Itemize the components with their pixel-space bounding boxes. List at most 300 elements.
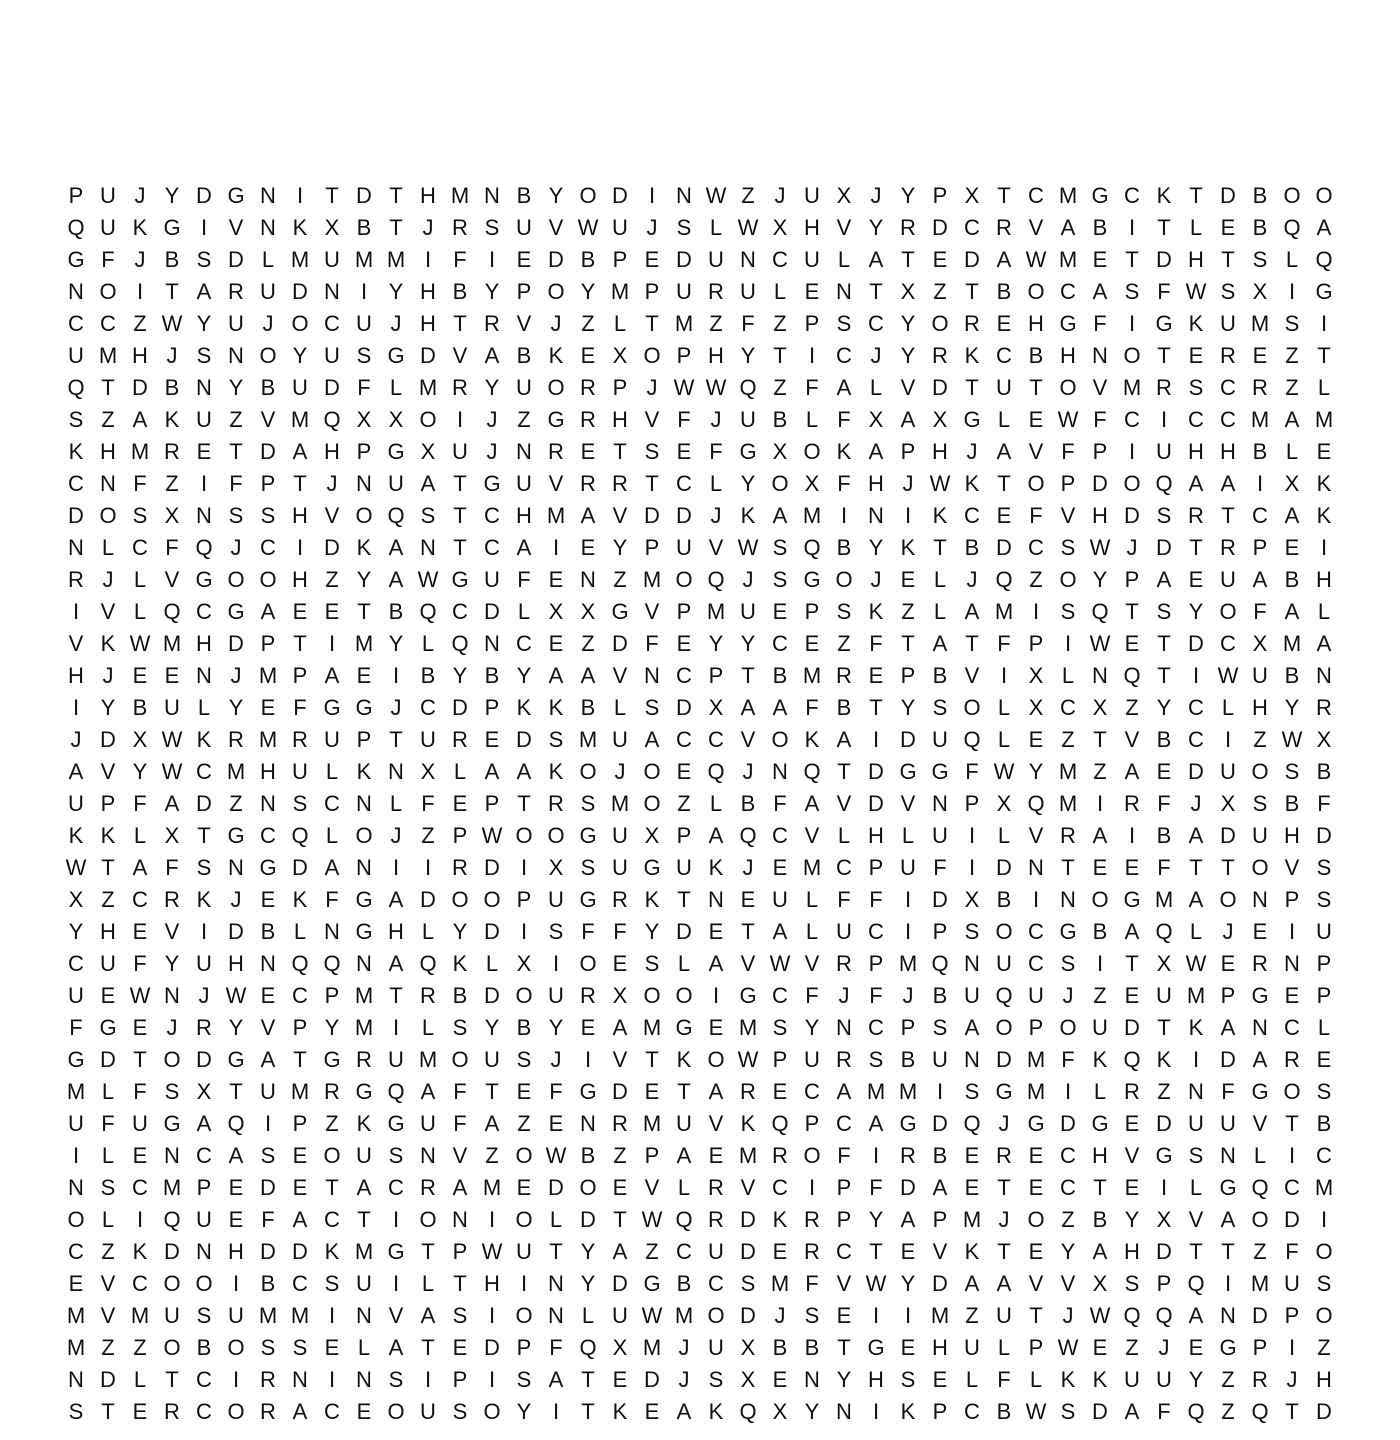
grid-letter[interactable]: T <box>1093 727 1107 752</box>
grid-letter[interactable]: Y <box>1188 1367 1204 1392</box>
grid-letter[interactable]: U <box>1220 311 1236 336</box>
grid-letter[interactable]: N <box>964 951 980 976</box>
grid-letter[interactable]: U <box>228 1303 244 1328</box>
grid-letter[interactable]: O <box>1315 183 1333 208</box>
grid-letter[interactable]: T <box>997 471 1011 496</box>
grid-letter[interactable]: B <box>356 215 372 240</box>
grid-letter[interactable]: E <box>516 1175 532 1200</box>
grid-letter[interactable]: A <box>964 1271 980 1296</box>
grid-letter[interactable]: Z <box>1285 343 1299 368</box>
grid-letter[interactable]: O <box>707 1047 725 1072</box>
grid-letter[interactable]: D <box>196 1047 212 1072</box>
grid-letter[interactable]: K <box>324 1239 340 1264</box>
grid-letter[interactable]: Z <box>325 1111 339 1136</box>
grid-letter[interactable]: D <box>1124 1015 1140 1040</box>
grid-letter[interactable]: V <box>804 951 820 976</box>
grid-letter[interactable]: J <box>646 215 658 240</box>
grid-letter[interactable]: D <box>1220 823 1236 848</box>
grid-letter[interactable]: N <box>836 1399 852 1424</box>
grid-letter[interactable]: V <box>644 599 660 624</box>
grid-letter[interactable]: A <box>164 791 180 816</box>
grid-letter[interactable]: N <box>196 1239 212 1264</box>
grid-letter[interactable]: O <box>1251 759 1269 784</box>
grid-letter[interactable]: Z <box>485 1143 499 1168</box>
grid-letter[interactable]: P <box>292 1111 308 1136</box>
grid-letter[interactable]: W <box>545 1143 567 1168</box>
grid-letter[interactable]: E <box>804 279 820 304</box>
grid-letter[interactable]: C <box>708 1271 724 1296</box>
grid-letter[interactable]: S <box>548 919 564 944</box>
grid-letter[interactable]: F <box>997 631 1011 656</box>
grid-letter[interactable]: T <box>293 1047 307 1072</box>
grid-letter[interactable]: F <box>133 1079 147 1104</box>
grid-letter[interactable]: D <box>484 599 500 624</box>
grid-letter[interactable]: S <box>644 695 660 720</box>
grid-letter[interactable]: D <box>228 631 244 656</box>
grid-letter[interactable]: G <box>1091 183 1109 208</box>
grid-letter[interactable]: K <box>100 823 116 848</box>
grid-letter[interactable]: F <box>517 567 531 592</box>
grid-letter[interactable]: D <box>260 439 276 464</box>
grid-letter[interactable]: Z <box>1093 759 1107 784</box>
grid-letter[interactable]: G <box>643 855 661 880</box>
grid-letter[interactable]: W <box>161 759 183 784</box>
grid-letter[interactable]: V <box>100 1271 116 1296</box>
grid-letter[interactable]: B <box>964 535 980 560</box>
grid-letter[interactable]: C <box>772 983 788 1008</box>
grid-letter[interactable]: U <box>996 375 1012 400</box>
grid-letter[interactable]: M <box>226 759 246 784</box>
grid-letter[interactable]: V <box>964 663 980 688</box>
grid-letter[interactable]: N <box>164 983 180 1008</box>
grid-letter[interactable]: P <box>516 279 532 304</box>
grid-letter[interactable]: M <box>258 663 278 688</box>
grid-letter[interactable]: C <box>324 311 340 336</box>
grid-letter[interactable]: P <box>452 1367 468 1392</box>
grid-letter[interactable]: A <box>772 503 788 528</box>
grid-letter[interactable]: A <box>996 1271 1012 1296</box>
grid-letter[interactable]: E <box>1124 983 1140 1008</box>
grid-letter[interactable]: W <box>161 311 183 336</box>
grid-letter[interactable]: N <box>1028 855 1044 880</box>
grid-letter[interactable]: H <box>708 343 724 368</box>
grid-letter[interactable]: P <box>868 855 884 880</box>
grid-letter[interactable]: I <box>328 631 336 656</box>
grid-letter[interactable]: D <box>324 535 340 560</box>
grid-letter[interactable]: R <box>196 1015 212 1040</box>
grid-letter[interactable]: R <box>1252 375 1268 400</box>
grid-letter[interactable]: G <box>227 823 245 848</box>
grid-letter[interactable]: K <box>1188 311 1204 336</box>
grid-letter[interactable]: Y <box>900 183 916 208</box>
grid-letter[interactable]: Z <box>613 1143 627 1168</box>
grid-letter[interactable]: E <box>644 1399 660 1424</box>
grid-letter[interactable]: D <box>484 855 500 880</box>
grid-letter[interactable]: O <box>1123 471 1141 496</box>
grid-letter[interactable]: B <box>580 695 596 720</box>
grid-letter[interactable]: K <box>868 599 884 624</box>
grid-letter[interactable]: S <box>196 343 212 368</box>
grid-letter[interactable]: G <box>995 1079 1013 1104</box>
grid-letter[interactable]: C <box>964 1399 980 1424</box>
grid-letter[interactable]: S <box>356 343 372 368</box>
grid-letter[interactable]: U <box>1188 1111 1204 1136</box>
grid-letter[interactable]: L <box>133 1367 147 1392</box>
grid-letter[interactable]: U <box>1220 759 1236 784</box>
grid-letter[interactable]: R <box>260 1399 276 1424</box>
grid-letter[interactable]: D <box>1124 503 1140 528</box>
grid-letter[interactable]: F <box>1157 1399 1171 1424</box>
grid-letter[interactable]: D <box>644 1367 660 1392</box>
grid-letter[interactable]: L <box>357 1335 371 1360</box>
grid-letter[interactable]: E <box>1316 439 1332 464</box>
grid-letter[interactable]: O <box>1251 855 1269 880</box>
grid-letter[interactable]: Q <box>323 407 341 432</box>
grid-letter[interactable]: O <box>643 983 661 1008</box>
grid-letter[interactable]: C <box>1284 1015 1300 1040</box>
grid-letter[interactable]: S <box>164 1079 180 1104</box>
grid-letter[interactable]: L <box>677 951 691 976</box>
grid-letter[interactable]: K <box>292 887 308 912</box>
grid-letter[interactable]: T <box>293 631 307 656</box>
grid-letter[interactable]: F <box>549 1335 563 1360</box>
grid-letter[interactable]: S <box>1060 951 1076 976</box>
grid-letter[interactable]: Y <box>900 311 916 336</box>
grid-letter[interactable]: I <box>200 215 208 240</box>
grid-letter[interactable]: U <box>68 791 84 816</box>
grid-letter[interactable]: Y <box>580 1271 596 1296</box>
grid-letter[interactable]: E <box>356 1399 372 1424</box>
grid-letter[interactable]: Y <box>868 1207 884 1232</box>
grid-letter[interactable]: E <box>132 663 148 688</box>
grid-letter[interactable]: C <box>100 311 116 336</box>
grid-letter[interactable]: Z <box>1157 1079 1171 1104</box>
grid-letter[interactable]: X <box>772 215 788 240</box>
grid-letter[interactable]: M <box>354 247 374 272</box>
grid-letter[interactable]: M <box>738 1015 758 1040</box>
grid-letter[interactable]: S <box>196 1303 212 1328</box>
grid-letter[interactable]: G <box>963 407 981 432</box>
grid-letter[interactable]: M <box>546 503 566 528</box>
grid-letter[interactable]: I <box>552 535 560 560</box>
grid-letter[interactable]: A <box>1188 1303 1204 1328</box>
grid-letter[interactable]: O <box>1027 1207 1045 1232</box>
grid-letter[interactable]: O <box>483 887 501 912</box>
grid-letter[interactable]: Q <box>1123 663 1141 688</box>
grid-letter[interactable]: Z <box>1253 727 1267 752</box>
grid-letter[interactable]: A <box>708 951 724 976</box>
grid-letter[interactable]: D <box>932 1271 948 1296</box>
grid-letter[interactable]: S <box>1156 599 1172 624</box>
grid-letter[interactable]: B <box>164 247 180 272</box>
grid-letter[interactable]: D <box>484 983 500 1008</box>
grid-letter[interactable]: S <box>1188 1143 1204 1168</box>
grid-letter[interactable]: V <box>388 1303 404 1328</box>
grid-letter[interactable]: I <box>872 727 880 752</box>
grid-letter[interactable]: G <box>195 567 213 592</box>
grid-letter[interactable]: N <box>388 759 404 784</box>
grid-letter[interactable]: U <box>772 887 788 912</box>
grid-letter[interactable]: R <box>580 983 596 1008</box>
grid-letter[interactable]: I <box>1160 1175 1168 1200</box>
grid-letter[interactable]: D <box>1156 247 1172 272</box>
grid-letter[interactable]: B <box>740 791 756 816</box>
grid-letter[interactable]: G <box>1059 919 1077 944</box>
grid-letter[interactable]: J <box>390 823 402 848</box>
grid-letter[interactable]: S <box>836 599 852 624</box>
grid-letter[interactable]: L <box>965 1367 979 1392</box>
grid-letter[interactable]: A <box>932 1175 948 1200</box>
grid-letter[interactable]: Q <box>291 951 309 976</box>
grid-letter[interactable]: S <box>964 1079 980 1104</box>
grid-letter[interactable]: T <box>997 1239 1011 1264</box>
grid-letter[interactable]: D <box>1220 1047 1236 1072</box>
grid-letter[interactable]: V <box>1188 1207 1204 1232</box>
grid-letter[interactable]: Q <box>1251 1399 1269 1424</box>
grid-letter[interactable]: F <box>645 631 659 656</box>
grid-letter[interactable]: D <box>516 727 532 752</box>
grid-letter[interactable]: U <box>676 1111 692 1136</box>
grid-letter[interactable]: K <box>964 1239 980 1264</box>
grid-letter[interactable]: E <box>356 663 372 688</box>
grid-letter[interactable]: D <box>1188 759 1204 784</box>
grid-letter[interactable]: O <box>99 279 117 304</box>
grid-letter[interactable]: A <box>1284 599 1300 624</box>
grid-letter[interactable]: O <box>291 311 309 336</box>
grid-letter[interactable]: M <box>1250 407 1270 432</box>
grid-letter[interactable]: A <box>292 439 308 464</box>
grid-letter[interactable]: D <box>740 1239 756 1264</box>
grid-letter[interactable]: L <box>1189 215 1203 240</box>
grid-letter[interactable]: Y <box>324 1015 340 1040</box>
grid-letter[interactable]: C <box>676 471 692 496</box>
grid-letter[interactable]: E <box>676 759 692 784</box>
grid-letter[interactable]: T <box>421 1239 435 1264</box>
grid-letter[interactable]: H <box>196 631 212 656</box>
grid-letter[interactable]: Y <box>132 759 148 784</box>
grid-letter[interactable]: O <box>771 471 789 496</box>
grid-letter[interactable]: N <box>68 1175 84 1200</box>
grid-letter[interactable]: E <box>1188 1335 1204 1360</box>
grid-letter[interactable]: G <box>739 439 757 464</box>
grid-letter[interactable]: T <box>1125 247 1139 272</box>
grid-letter[interactable]: A <box>484 343 500 368</box>
grid-letter[interactable]: D <box>868 759 884 784</box>
grid-letter[interactable]: X <box>356 407 372 432</box>
grid-letter[interactable]: Q <box>1155 471 1173 496</box>
grid-letter[interactable]: S <box>452 1015 468 1040</box>
grid-letter[interactable]: A <box>196 1111 212 1136</box>
grid-letter[interactable]: A <box>836 727 852 752</box>
grid-letter[interactable]: V <box>1028 439 1044 464</box>
grid-letter[interactable]: Z <box>837 631 851 656</box>
grid-letter[interactable]: J <box>1158 1335 1170 1360</box>
grid-letter[interactable]: X <box>1156 1207 1172 1232</box>
grid-letter[interactable]: W <box>161 727 183 752</box>
grid-letter[interactable]: I <box>296 535 304 560</box>
grid-letter[interactable]: I <box>1256 471 1264 496</box>
grid-letter[interactable]: B <box>932 663 948 688</box>
grid-letter[interactable]: Z <box>773 311 787 336</box>
grid-letter[interactable]: N <box>772 759 788 784</box>
grid-letter[interactable]: L <box>1317 599 1331 624</box>
grid-letter[interactable]: J <box>486 407 498 432</box>
grid-letter[interactable]: M <box>450 183 470 208</box>
grid-letter[interactable]: A <box>132 855 148 880</box>
grid-letter[interactable]: P <box>68 183 84 208</box>
grid-letter[interactable]: Q <box>771 1111 789 1136</box>
grid-letter[interactable]: Y <box>740 471 756 496</box>
grid-letter[interactable]: W <box>929 471 951 496</box>
grid-letter[interactable]: J <box>614 759 626 784</box>
grid-letter[interactable]: E <box>580 343 596 368</box>
grid-letter[interactable]: T <box>197 823 211 848</box>
grid-letter[interactable]: E <box>708 1143 724 1168</box>
grid-letter[interactable]: T <box>997 1175 1011 1200</box>
grid-letter[interactable]: O <box>707 1303 725 1328</box>
grid-letter[interactable]: Z <box>101 1335 115 1360</box>
grid-letter[interactable]: B <box>580 247 596 272</box>
grid-letter[interactable]: N <box>356 1367 372 1392</box>
grid-letter[interactable]: N <box>1060 887 1076 912</box>
grid-letter[interactable]: M <box>290 1079 310 1104</box>
grid-letter[interactable]: W <box>129 631 151 656</box>
grid-letter[interactable]: F <box>1093 407 1107 432</box>
grid-letter[interactable]: A <box>644 727 660 752</box>
grid-letter[interactable]: A <box>1188 471 1204 496</box>
grid-letter[interactable]: Z <box>421 823 435 848</box>
grid-letter[interactable]: J <box>390 695 402 720</box>
grid-letter[interactable]: T <box>421 1335 435 1360</box>
grid-letter[interactable]: U <box>1252 823 1268 848</box>
grid-letter[interactable]: F <box>357 375 371 400</box>
grid-letter[interactable]: G <box>1155 311 1173 336</box>
grid-letter[interactable]: R <box>164 439 180 464</box>
grid-letter[interactable]: H <box>420 183 436 208</box>
grid-letter[interactable]: E <box>228 1207 244 1232</box>
grid-letter[interactable]: T <box>485 1079 499 1104</box>
grid-letter[interactable]: C <box>68 471 84 496</box>
grid-letter[interactable]: N <box>292 1367 308 1392</box>
grid-letter[interactable]: K <box>356 1111 372 1136</box>
grid-letter[interactable]: R <box>292 727 308 752</box>
grid-letter[interactable]: R <box>1124 1079 1140 1104</box>
grid-letter[interactable]: Y <box>644 919 660 944</box>
grid-letter[interactable]: S <box>516 1367 532 1392</box>
grid-letter[interactable]: Z <box>901 599 915 624</box>
grid-letter[interactable]: O <box>515 1303 533 1328</box>
grid-letter[interactable]: T <box>837 1335 851 1360</box>
grid-letter[interactable]: W <box>1089 535 1111 560</box>
grid-letter[interactable]: T <box>901 631 915 656</box>
grid-letter[interactable]: D <box>996 535 1012 560</box>
grid-letter[interactable]: K <box>68 439 84 464</box>
grid-letter[interactable]: P <box>356 439 372 464</box>
grid-letter[interactable]: T <box>1189 1239 1203 1264</box>
grid-letter[interactable]: S <box>1284 311 1300 336</box>
grid-letter[interactable]: F <box>101 247 115 272</box>
grid-letter[interactable]: G <box>1091 1111 1109 1136</box>
grid-letter[interactable]: R <box>612 1111 628 1136</box>
grid-letter[interactable]: I <box>840 503 848 528</box>
grid-letter[interactable]: A <box>324 663 340 688</box>
grid-letter[interactable]: G <box>227 599 245 624</box>
grid-letter[interactable]: L <box>773 279 787 304</box>
grid-letter[interactable]: C <box>260 823 276 848</box>
grid-letter[interactable]: R <box>548 791 564 816</box>
grid-letter[interactable]: C <box>1028 951 1044 976</box>
grid-letter[interactable]: D <box>1092 471 1108 496</box>
grid-letter[interactable]: D <box>420 887 436 912</box>
grid-letter[interactable]: D <box>1316 823 1332 848</box>
grid-letter[interactable]: N <box>260 791 276 816</box>
grid-letter[interactable]: V <box>324 503 340 528</box>
grid-letter[interactable]: D <box>484 1335 500 1360</box>
grid-letter[interactable]: S <box>676 215 692 240</box>
grid-letter[interactable]: S <box>420 503 436 528</box>
grid-letter[interactable]: K <box>356 759 372 784</box>
grid-letter[interactable]: K <box>132 1239 148 1264</box>
grid-letter[interactable]: C <box>868 311 884 336</box>
grid-letter[interactable]: Z <box>1093 983 1107 1008</box>
grid-letter[interactable]: A <box>1220 1015 1236 1040</box>
grid-letter[interactable]: N <box>100 471 116 496</box>
grid-letter[interactable]: O <box>547 375 565 400</box>
grid-letter[interactable]: S <box>1060 535 1076 560</box>
grid-letter[interactable]: E <box>932 247 948 272</box>
grid-letter[interactable]: K <box>132 215 148 240</box>
grid-letter[interactable]: I <box>1128 439 1136 464</box>
grid-letter[interactable]: C <box>196 1367 212 1392</box>
grid-letter[interactable]: Q <box>291 823 309 848</box>
grid-letter[interactable]: R <box>1284 1047 1300 1072</box>
grid-letter[interactable]: Y <box>868 535 884 560</box>
grid-letter[interactable]: Q <box>1123 1303 1141 1328</box>
grid-letter[interactable]: V <box>644 407 660 432</box>
grid-letter[interactable]: A <box>580 503 596 528</box>
grid-letter[interactable]: Z <box>581 631 595 656</box>
grid-letter[interactable]: F <box>133 951 147 976</box>
grid-letter[interactable]: A <box>676 1399 692 1424</box>
grid-letter[interactable]: D <box>1156 1239 1172 1264</box>
grid-letter[interactable]: Z <box>325 567 339 592</box>
grid-letter[interactable]: X <box>964 887 980 912</box>
grid-letter[interactable]: V <box>900 375 916 400</box>
grid-letter[interactable]: U <box>100 183 116 208</box>
grid-letter[interactable]: Y <box>452 919 468 944</box>
grid-letter[interactable]: D <box>196 183 212 208</box>
grid-letter[interactable]: M <box>418 375 438 400</box>
grid-letter[interactable]: L <box>933 599 947 624</box>
grid-letter[interactable]: A <box>228 1143 244 1168</box>
grid-letter[interactable]: K <box>612 1399 628 1424</box>
grid-letter[interactable]: F <box>1317 791 1331 816</box>
grid-letter[interactable]: E <box>516 1079 532 1104</box>
grid-letter[interactable]: A <box>1124 759 1140 784</box>
grid-letter[interactable]: N <box>356 1303 372 1328</box>
grid-letter[interactable]: H <box>516 503 532 528</box>
grid-letter[interactable]: I <box>392 1015 400 1040</box>
grid-letter[interactable]: E <box>260 983 276 1008</box>
grid-letter[interactable]: Z <box>1285 375 1299 400</box>
grid-letter[interactable]: X <box>804 471 820 496</box>
grid-letter[interactable]: U <box>1124 1367 1140 1392</box>
grid-letter[interactable]: T <box>1093 1175 1107 1200</box>
grid-letter[interactable]: P <box>1028 631 1044 656</box>
grid-letter[interactable]: D <box>996 1047 1012 1072</box>
grid-letter[interactable]: P <box>932 183 948 208</box>
grid-letter[interactable]: C <box>772 631 788 656</box>
